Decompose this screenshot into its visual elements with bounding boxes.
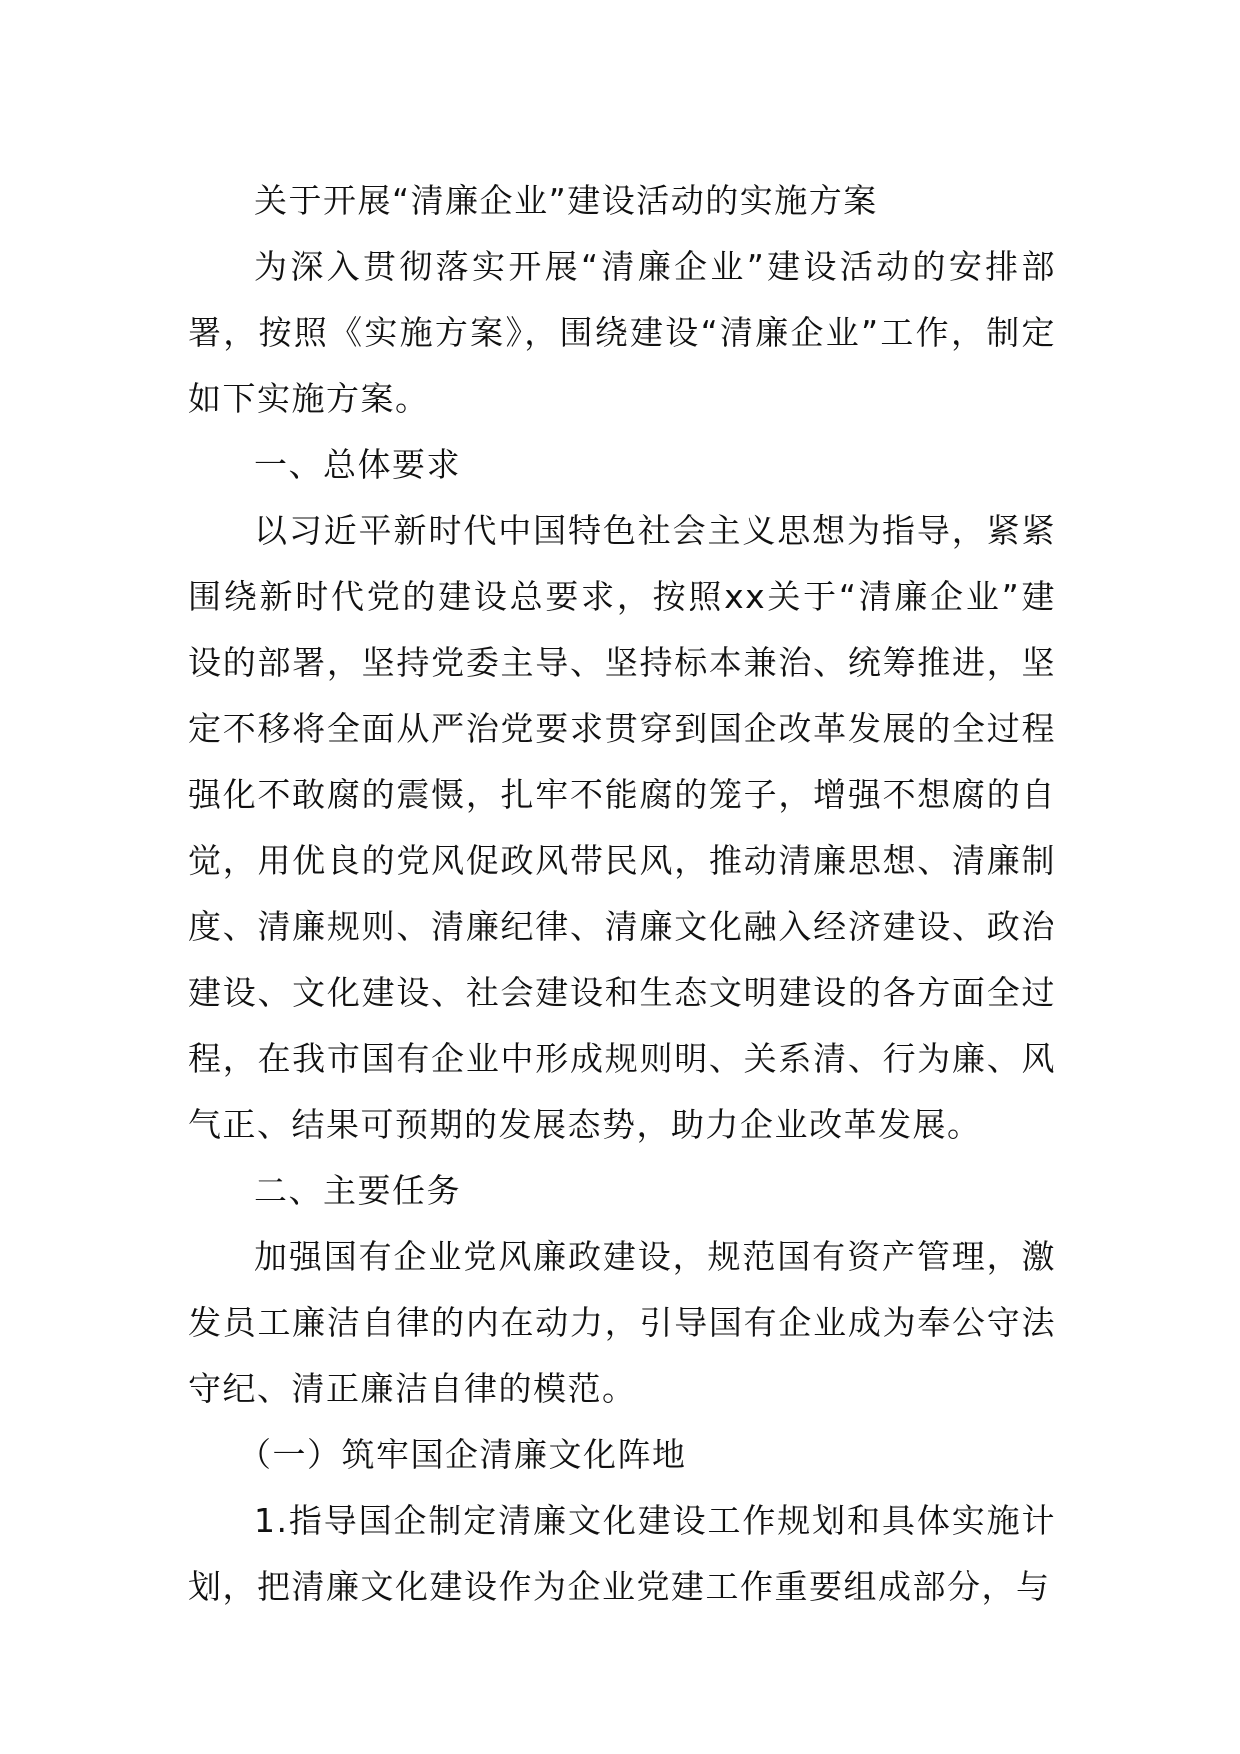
list-item-1: 1.指导国企制定清廉文化建设工作规划和具体实施计划，把清廉文化建设作为企业党建工作重要组成部分，与 bbox=[188, 1501, 1056, 1606]
section-heading-general-requirements: 一、总体要求 bbox=[254, 445, 461, 484]
document-title: 关于开展“清廉企业”建设活动的实施方案 bbox=[254, 181, 878, 220]
intro-paragraph: 为深入贯彻落实开展“清廉企业”建设活动的安排部署，按照《实施方案》，围绕建设“清廉企业”工作，制定如下实施方案。 bbox=[188, 247, 1056, 418]
document-body bbox=[188, 168, 1056, 1620]
section-heading-main-tasks: 二、主要任务 bbox=[254, 1171, 461, 1210]
general-requirements-paragraph: 以习近平新时代中国特色社会主义思想为指导，紧紧围绕新时代党的建设总要求，按照xx关于“清廉企业”建设的部署，坚持党委主导、坚持标本兼治、统筹推进，坚定不移将全面从严治党要求贯穿到国企改革发展的全过程强化不敢腐的震慑，扎牢不能腐的笼子，增强不想腐的自觉，用优良的党风促政风带民风，推动清廉思想、清廉制度、清廉规则、清廉纪律、清廉文化融入经济建设、政治建设、文化建设、社会建设和生态文明建设的各方面全过程，在我市国有企业中形成规则明、关系清、行为廉、风气正、结果可预期的发展态势，助力企业改革发展。 bbox=[188, 511, 1056, 1144]
subsection-heading-culture: （一）筑牢国企清廉文化阵地 bbox=[238, 1435, 687, 1474]
main-tasks-paragraph: 加强国有企业党风廉政建设，规范国有资产管理，激发员工廉洁自律的内在动力，引导国有企业成为奉公守法守纪、清正廉洁自律的模范。 bbox=[188, 1237, 1056, 1408]
